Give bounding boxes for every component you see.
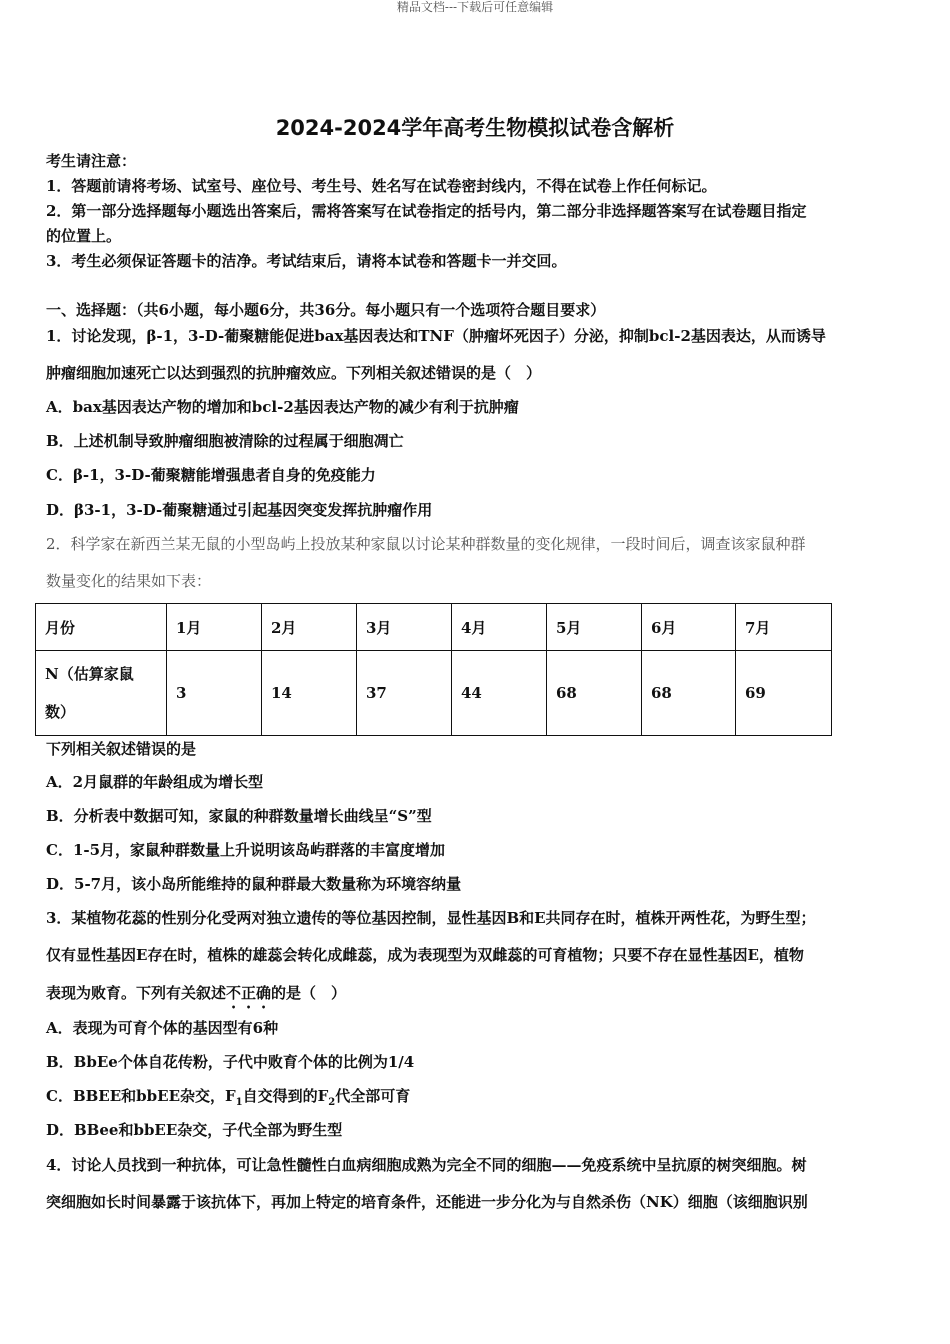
table-cell: 2月 <box>262 604 357 651</box>
q3-c-text: 自交得到的F <box>242 1087 329 1105</box>
table-cell: 69 <box>736 651 832 736</box>
table-row <box>36 651 832 736</box>
q1-option-a: A．bax基因表达产物的增加和bcl-2基因表达产物的减少有利于抗肿瘤 <box>46 398 519 416</box>
q3-emphasis: 不正确 <box>226 984 272 1002</box>
table-cell: 44 <box>452 651 547 736</box>
table-cell: 3 <box>167 651 262 736</box>
q2-question: 下列相关叙述错误的是 <box>46 740 197 758</box>
notice-item-1: 1．答题前请将考场、试室号、座位号、考生号、姓名写在试卷密封线内，不得在试卷上作任何标记。 <box>46 177 717 195</box>
table-cell: 6月 <box>642 604 736 651</box>
q3-stem-end <box>46 983 346 1012</box>
subscript: 2 <box>328 1097 336 1108</box>
page-title: 2024-2024学年高考生物模拟试卷含解析 <box>275 116 675 140</box>
q2-option-a: A．2月鼠群的年龄组成为增长型 <box>46 773 264 791</box>
q1-stem-cont: 肿瘤细胞加速死亡以达到强烈的抗肿瘤效应。下列相关叙述错误的是（ ） <box>46 364 542 382</box>
subscript: 1 <box>235 1097 243 1108</box>
q1-option-b: B．上述机制导致肿瘤细胞被清除的过程属于细胞凋亡 <box>46 432 404 450</box>
q4-stem: 4．讨论人员找到一种抗体，可让急性髓性白血病细胞成熟为完全不同的细胞——免疫系统中呈抗原的树突细胞。树 <box>46 1156 807 1174</box>
row-label-line: 数） <box>45 703 76 721</box>
notice-item-3: 3．考生必须保证答题卡的洁净。考试结束后，请将本试卷和答题卡一并交回。 <box>46 252 567 270</box>
table-cell: 3月 <box>357 604 452 651</box>
notice-heading: 考生请注意： <box>46 152 137 170</box>
table-cell: 月份 <box>36 604 167 651</box>
q2-option-b: B．分析表中数据可知，家鼠的种群数量增长曲线呈“S”型 <box>46 807 432 825</box>
q3-stem-text: 表现为败育。下列有关叙述 <box>46 984 227 1002</box>
table-cell: 5月 <box>547 604 642 651</box>
q3-option-b: B．BbEe个体自花传粉，子代中败育个体的比例为1/4 <box>46 1053 415 1071</box>
population-table <box>35 603 832 736</box>
q3-c-text: C．BBEE和bbEE杂交，F <box>46 1087 236 1105</box>
q1-option-c: C．β-1，3-D-葡聚糖能增强患者自身的免疫能力 <box>46 466 376 484</box>
q3-stem: 3．某植物花蕊的性别分化受两对独立遗传的等位基因控制，显性基因B和E共同存在时，植株开两性花，为野生型； <box>46 909 816 927</box>
q3-stem-cont: 仅有显性基因E存在时，植株的雄蕊会转化成雌蕊，成为表现型为双雌蕊的可育植物；只要不存在显性基因E，植物 <box>46 946 804 964</box>
page-header: 精品文档---下载后可任意编辑 <box>396 0 554 14</box>
notice-item-2-cont: 的位置上。 <box>46 227 122 245</box>
q3-option-a: A．表现为可育个体的基因型有6种 <box>46 1019 279 1037</box>
table-cell: 37 <box>357 651 452 736</box>
q2-stem-cont: 数量变化的结果如下表： <box>46 572 212 590</box>
table-cell: 68 <box>547 651 642 736</box>
q3-c-text: 代全部可育 <box>335 1087 411 1105</box>
row-label-line: N（估算家鼠 <box>45 665 134 683</box>
table-row <box>36 604 832 651</box>
table-cell: 68 <box>642 651 736 736</box>
table-cell: 7月 <box>736 604 832 651</box>
q4-stem-cont: 突细胞如长时间暴露于该抗体下，再加上特定的培育条件，还能进一步分化为与自然杀伤（NK）细胞（该细胞识别 <box>46 1193 808 1211</box>
q2-stem: 2．科学家在新西兰某无鼠的小型岛屿上投放某种家鼠以讨论某种群数量的变化规律，一段时间后，调查该家鼠种群 <box>46 535 806 553</box>
section-heading: 一、选择题：（共6小题，每小题6分，共36分。每小题只有一个选项符合题目要求） <box>46 301 606 319</box>
table-cell: 14 <box>262 651 357 736</box>
q3-option-d: D．BBee和bbEE杂交，子代全部为野生型 <box>46 1121 343 1139</box>
q3-option-c <box>46 1086 410 1113</box>
q3-stem-text: 的是（ ） <box>271 984 347 1002</box>
table-cell: 4月 <box>452 604 547 651</box>
table-cell: 1月 <box>167 604 262 651</box>
notice-item-2: 2．第一部分选择题每小题选出答案后，需将答案写在试卷指定的括号内，第二部分非选择题答案写在试卷题目指定 <box>46 202 807 220</box>
q2-option-c: C．1-5月，家鼠种群数量上升说明该岛屿群落的丰富度增加 <box>46 841 446 859</box>
q1-option-d: D．β3-1，3-D-葡聚糖通过引起基因突变发挥抗肿瘤作用 <box>46 501 433 519</box>
table-row-label <box>36 651 167 736</box>
q1-stem: 1．讨论发现，β-1，3-D-葡聚糖能促进bax基因表达和TNF（肿瘤坏死因子）分泌，抑制bcl-2基因表达，从而诱导 <box>46 327 826 345</box>
q2-option-d: D．5-7月，该小岛所能维持的鼠种群最大数量称为环境容纳量 <box>46 875 462 893</box>
